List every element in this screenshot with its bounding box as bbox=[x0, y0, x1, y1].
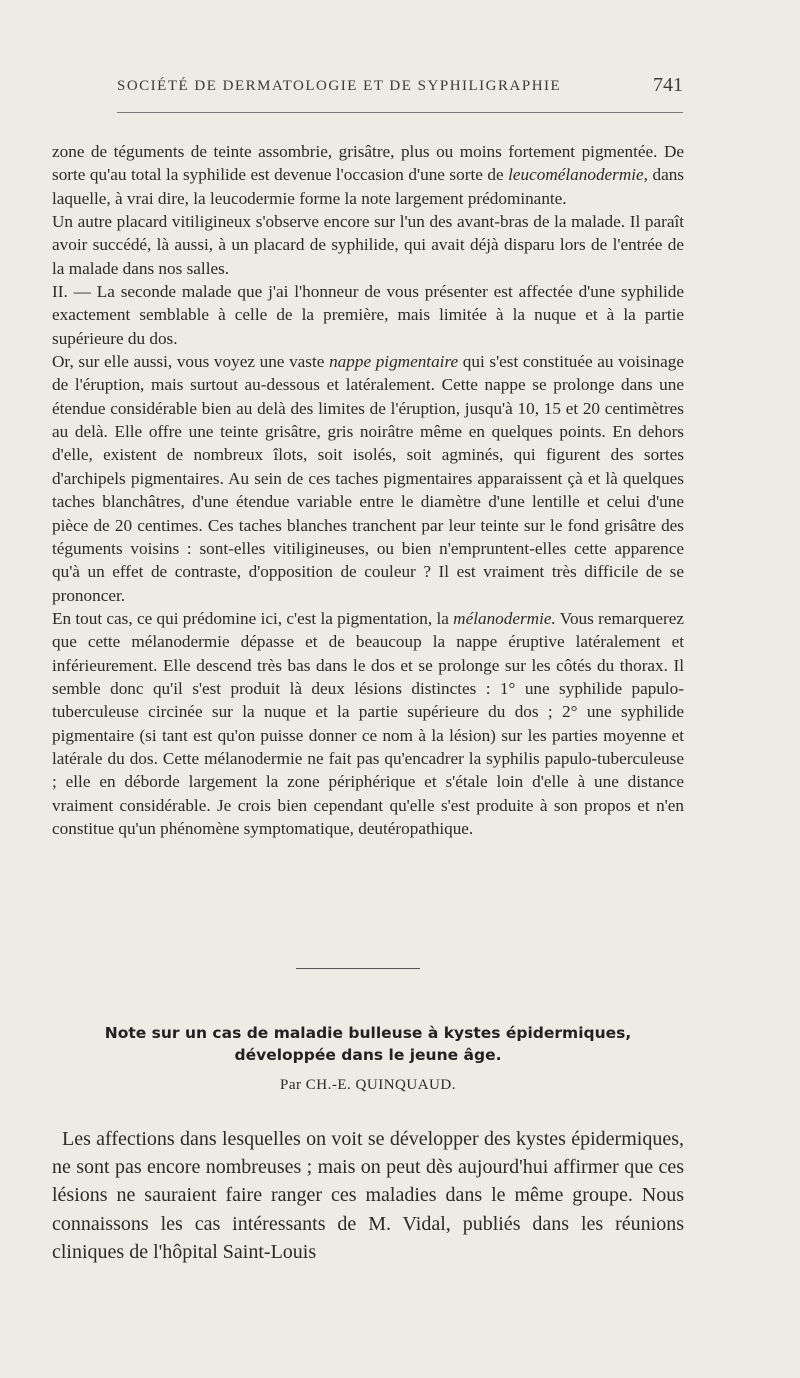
term-nappe-pigmentaire: nappe pigmentaire bbox=[329, 352, 459, 372]
paragraph-5: En tout cas, ce qui prédomine ici, c'est la pigmentation, la mélanodermie. Vous remarquerez que cette mélanodermie dépasse et de beaucoup la nappe éruptive latéralement et inférieurement. Elle descend très bas dans le dos et se prolonge sur les côtés du thorax. Il semble donc qu'il s'est produit là deux lésions distinctes : 1° une syphilide papulo-tuberculeuse circinée sur la nuque et la partie supérieure du dos ; 2° une syphilide pigmentaire (si tant est qu'on puisse donner ce nom à la lésion) sur les parties moyenne et latérale du dos. Cette mélanodermie ne fait pas qu'encadrer la syphilis papulo-tuberculeuse ; elle en déborde largement la zone périphérique et s'étale loin d'elle à une distance vraiment considérable. Je crois bien cependant qu'elle s'est produite à son propos et n'en constitue qu'un phénomène symptomatique, deutéropathique. bbox=[52, 608, 685, 838]
page-number: 741 bbox=[653, 74, 683, 96]
article-author: Par CH.-E. QUINQUAUD. bbox=[280, 1077, 456, 1093]
section-continued-text bbox=[52, 140, 684, 840]
paragraph-4: Or, sur elle aussi, vous voyez une vaste nappe pigmentaire qui s'est constituée au voisinage de l'éruption, mais surtout au-dessous et latéralement. Cette nappe se prolonge dans une étendue considérable bien au delà des limites de l'éruption, jusqu'à 10, 15 et 20 centimètres au delà. Elle offre une teinte grisâtre, gris noirâtre même en quelques points. En dehors d'elle, existent de nombreux îlots, soit isolés, soit agminés, qui figurent des sortes d'archipels pigmentaires. Au sein de ces taches pigmentaires apparaissent çà et là quelques taches blanchâtres, d'une étendue variable entre le diamètre d'une lentille et celui d'une pièce de 20 centimes. Ces taches blanches tranchent par leur teinte sur le fond grisâtre des téguments voisins : sont-elles vitiligineuses, ou bien n'empruntent-elles cette apparence qu'à un effet de contraste, d'opposition de couleur ? Il est vraiment très difficile de se prononcer. bbox=[52, 352, 684, 605]
section-divider bbox=[296, 968, 420, 969]
article-title-line-1: Note sur un cas de maladie bulleuse à kystes épidermiques, bbox=[104, 1024, 632, 1042]
article-paragraph-1: Les affections dans lesquelles on voit se développer des kystes épidermiques, ne sont pas encore nombreuses ; mais on peut dès aujourd'hui affirmer que ces lésions ne sauraient faire ranger ces maladies dans le même groupe. Nous connaissons les cas intéressants de M. Vidal, publiés dans les réunions cliniques de l'hôpital Saint-Louis bbox=[52, 1128, 684, 1263]
paragraph-2: Un autre placard vitiligineux s'observe encore sur l'un des avant-bras de la malade. Il paraît avoir succédé, là aussi, à un placard de syphilide, qui avait déjà disparu lors de l'entrée de la malade dans nos salles. bbox=[52, 212, 684, 278]
running-head: SOCIÉTÉ DE DERMATOLOGIE ET DE SYPHILIGRAPHIE bbox=[117, 78, 562, 94]
header-rule bbox=[117, 112, 683, 113]
article-title-line-2: développée dans le jeune âge. bbox=[234, 1046, 502, 1064]
article-body bbox=[52, 1125, 684, 1266]
paragraph-3: II. — La seconde malade que j'ai l'honneur de vous présenter est affectée d'une syphilide exactement semblable à celle de la première, mais limitée à la nuque et à la partie supérieure du dos. bbox=[52, 282, 684, 348]
article-title bbox=[52, 1022, 684, 1066]
paragraph-1: zone de téguments de teinte assombrie, grisâtre, plus ou moins fortement pigmentée. De sorte qu'au total la syphilide est devenue l'occasion d'une sorte de leucomélanodermie, dans laquelle, à vrai dire, la leucodermie forme la note largement prédominante. bbox=[52, 142, 684, 208]
term-melanodermie: mélanodermie. bbox=[453, 608, 556, 628]
term-leucomelanodermie: leucomélanodermie, bbox=[508, 165, 648, 185]
